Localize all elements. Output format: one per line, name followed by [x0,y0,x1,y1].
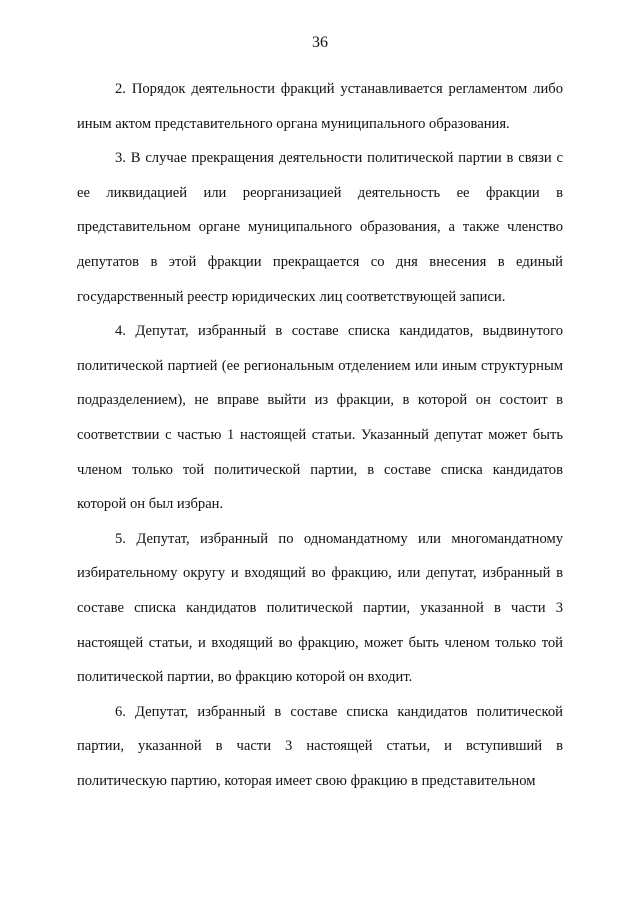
paragraph-6: 6. Депутат, избранный в составе списка кандидатов политической партии, указанной в части 3 настоящей статьи, и вступивший в политическую партию, которая имеет свою фракцию в представительном [77,703,563,789]
document-body [77,72,563,798]
paragraph-5: 5. Депутат, избранный по одномандатному или многомандатному избирательному округу и входящий во фракцию, или депутат, избранный в составе списка кандидатов политической партии, указанной в части 3 настоящей статьи, и входящий во фракцию, может быть членом только той политической партии, во фракцию которой он входит. [77,530,563,686]
paragraph-3: 3. В случае прекращения деятельности политической партии в связи с ее ликвидацией или реорганизацией деятельность ее фракции в представительном органе муниципального образования, а также членство депутатов в этой фракции прекращается со дня внесения в единый государственный реестр юридических лиц соответствующей записи. [77,150,563,305]
paragraph-4: 4. Депутат, избранный в составе списка кандидатов, выдвинутого политической партией (ее региональным отделением или иным структурным подразделением), не вправе выйти из фракции, в которой он состоит в соответствии с частью 1 настоящей статьи. Указанный депутат может быть членом только той политической партии, в составе списка кандидатов которой он был избран. [77,323,563,513]
paragraph-2: 2. Порядок деятельности фракций устанавливается регламентом либо иным актом представительного органа муниципального образования. [77,81,563,132]
page-number: 36 [312,34,328,51]
